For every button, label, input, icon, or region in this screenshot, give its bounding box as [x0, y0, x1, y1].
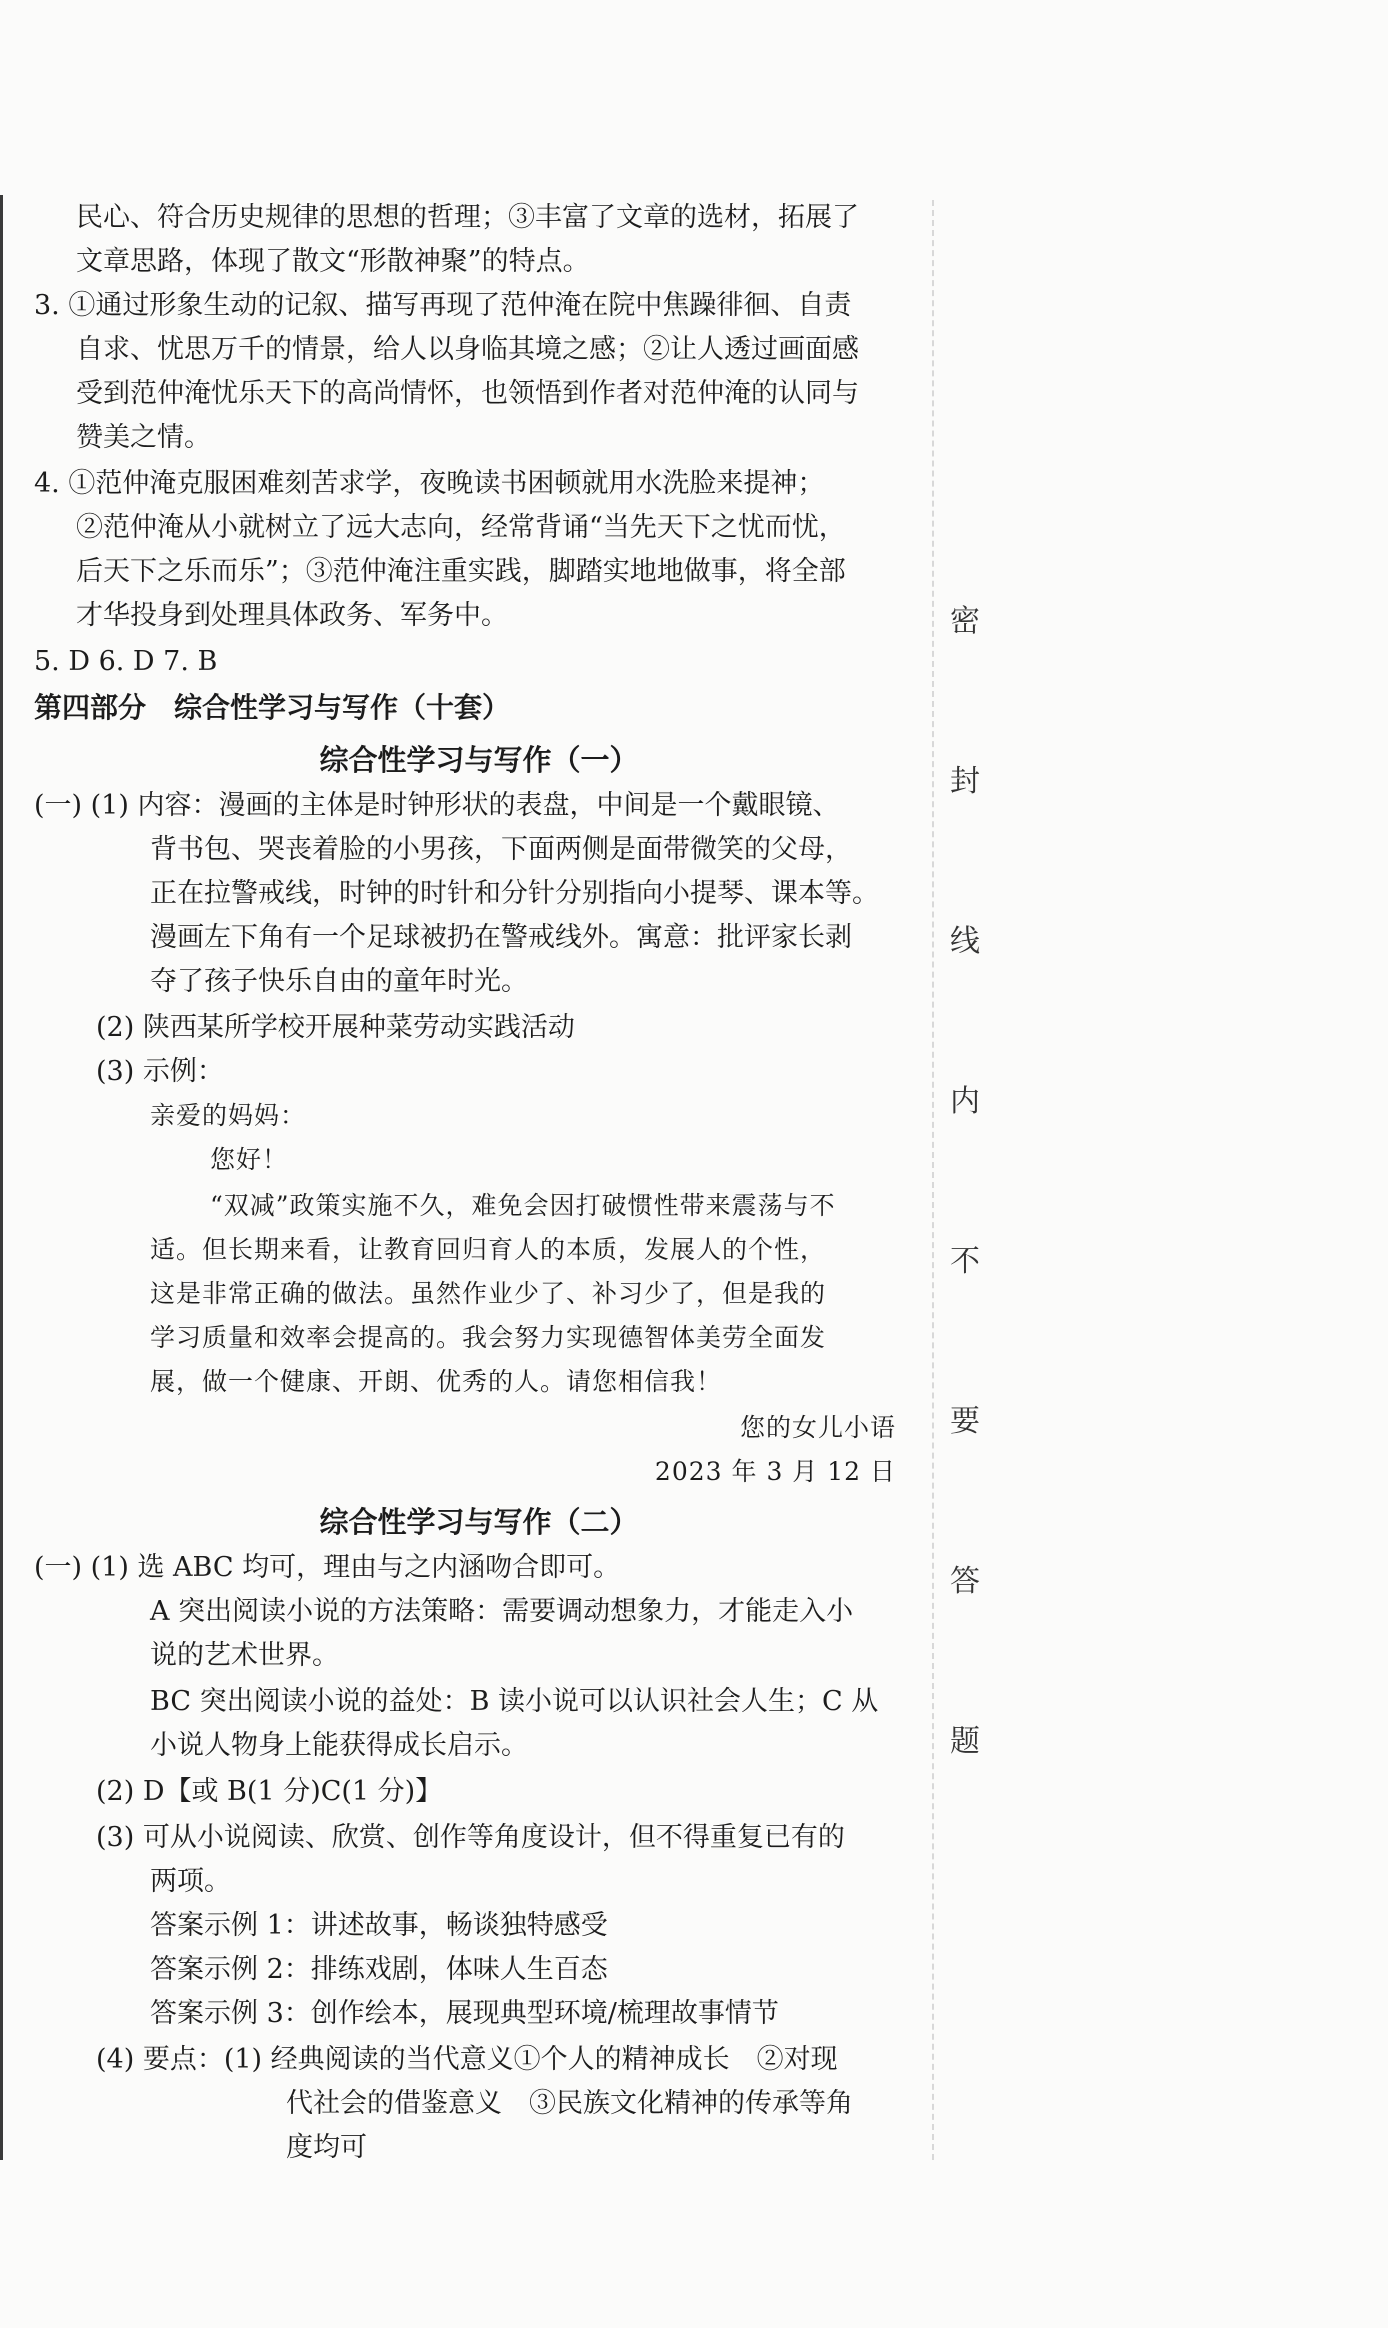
text-line: 正在拉警戒线，时钟的时针和分针分别指向小提琴、课本等。 — [150, 878, 879, 909]
text-line: 夺了孩子快乐自由的童年时光。 — [150, 966, 528, 997]
text-line: 自求、忧思万千的情景，给人以身临其境之感；②让人透过画面感 — [76, 334, 859, 365]
text-line: 后天下之乐而乐”；③范仲淹注重实践，脚踏实地地做事，将全部 — [76, 556, 846, 587]
text-line: A 突出阅读小说的方法策略：需要调动想象力，才能走入小 — [150, 1596, 854, 1627]
text-line: 背书包、哭丧着脸的小男孩，下面两侧是面带微笑的父母， — [150, 834, 852, 865]
text-line: (2) D【或 B(1 分)C(1 分)】 — [96, 1776, 443, 1807]
letter-date: 2023 年 3 月 12 日 — [654, 1457, 896, 1486]
letter-salutation: 亲爱的妈妈： — [150, 1101, 307, 1130]
text-line: 赞美之情。 — [76, 422, 211, 453]
text-line: (3) 可从小说阅读、欣赏、创作等角度设计，但不得重复已有的 — [96, 1822, 845, 1853]
text-line: (2) 陕西某所学校开展种菜劳动实践活动 — [96, 1012, 575, 1043]
text-line: 漫画左下角有一个足球被扔在警戒线外。寓意：批评家长剥 — [150, 922, 852, 953]
text-line: 答案示例 2：排练戏剧，体味人生百态 — [150, 1954, 608, 1985]
text-line: (一) (1) 选 ABC 均可，理由与之内涵吻合即可。 — [34, 1552, 621, 1583]
seal-char: 要 — [950, 1404, 980, 1439]
text-line: 度均可 — [286, 2132, 367, 2163]
text-line: 小说人物身上能获得成长启示。 — [150, 1730, 528, 1761]
text-line: 4. ①范仲淹克服困难刻苦求学，夜晚读书困顿就用水洗脸来提神； — [34, 468, 825, 499]
text-line: 代社会的借鉴意义 ③民族文化精神的传承等角 — [286, 2088, 853, 2119]
part-heading: 第四部分 综合性学习与写作（十套） — [34, 691, 511, 724]
text-line: 受到范仲淹忧乐天下的高尚情怀，也领悟到作者对范仲淹的认同与 — [76, 378, 859, 409]
binding-edge — [0, 195, 3, 2160]
section-heading: 综合性学习与写作（二） — [319, 1505, 639, 1539]
letter-line: “双减”政策实施不久，难免会因打破惯性带来震荡与不 — [210, 1191, 836, 1220]
text-line: 民心、符合历史规律的思想的哲理；③丰富了文章的选材，拓展了 — [76, 202, 859, 233]
seal-char: 不 — [950, 1244, 980, 1279]
seal-dashed-line — [932, 200, 934, 2160]
seal-char: 封 — [950, 764, 980, 799]
text-line: 3. ①通过形象生动的记叙、描写再现了范仲淹在院中焦躁徘徊、自责 — [34, 290, 852, 321]
letter-line: 这是非常正确的做法。虽然作业少了、补习少了，但是我的 — [150, 1279, 827, 1308]
text-line: 文章思路，体现了散文“形散神聚”的特点。 — [76, 246, 590, 277]
text-line: 答案示例 1：讲述故事，畅谈独特感受 — [150, 1910, 608, 1941]
seal-char: 密 — [950, 604, 980, 639]
text-line: BC 突出阅读小说的益处：B 读小说可以认识社会人生；C 从 — [150, 1686, 879, 1717]
seal-char: 题 — [950, 1724, 980, 1759]
text-line: (3) 示例： — [96, 1056, 224, 1087]
letter-line: 展，做一个健康、开朗、优秀的人。请您相信我！ — [150, 1367, 723, 1396]
letter-line: 适。但长期来看，让教育回归育人的本质，发展人的个性， — [150, 1235, 827, 1264]
text-line: 才华投身到处理具体政务、军务中。 — [76, 600, 508, 631]
text-line: (一) (1) 内容：漫画的主体是时钟形状的表盘，中间是一个戴眼镜、 — [34, 790, 840, 821]
section-heading: 综合性学习与写作（一） — [319, 743, 639, 777]
seal-char: 内 — [950, 1084, 980, 1119]
seal-char: 答 — [950, 1564, 980, 1599]
letter-line: 学习质量和效率会提高的。我会努力实现德智体美劳全面发 — [150, 1323, 827, 1352]
letter-signature: 您的女儿小语 — [739, 1413, 896, 1442]
text-line: (4) 要点：(1) 经典阅读的当代意义①个人的精神成长 ②对现 — [96, 2044, 838, 2075]
letter-greeting: 您好！ — [210, 1145, 289, 1174]
text-line: 两项。 — [150, 1866, 231, 1897]
seal-char: 线 — [950, 924, 980, 959]
text-line: 说的艺术世界。 — [150, 1640, 339, 1671]
text-line: 5. D 6. D 7. B — [34, 646, 218, 677]
text-line: ②范仲淹从小就树立了远大志向，经常背诵“当先天下之忧而忧， — [76, 512, 846, 543]
text-line: 答案示例 3：创作绘本，展现典型环境/梳理故事情节 — [150, 1998, 779, 2029]
